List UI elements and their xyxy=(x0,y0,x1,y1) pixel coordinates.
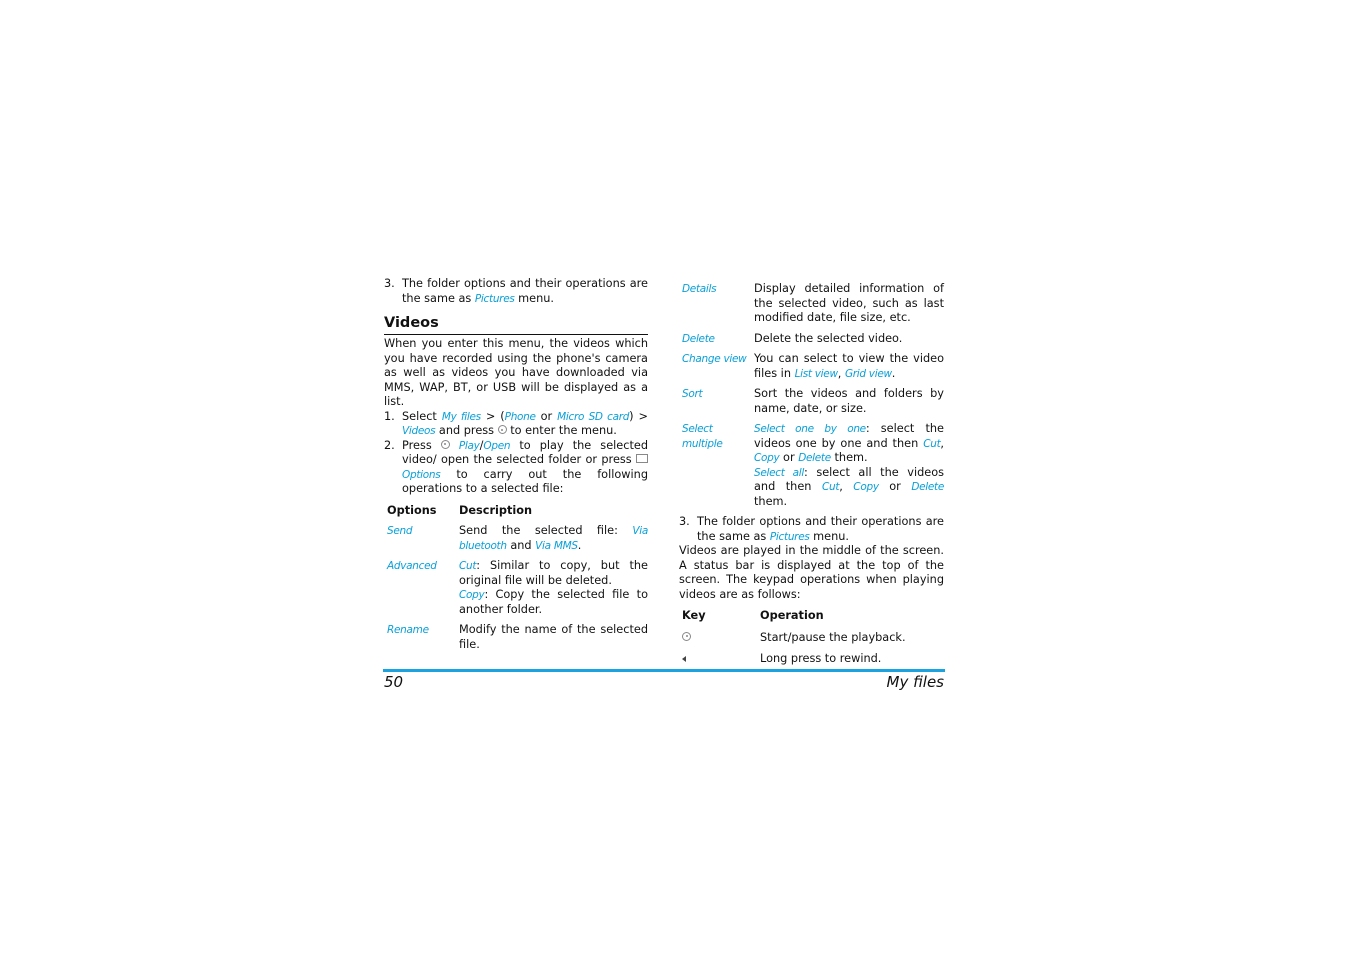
options-table-continued xyxy=(679,282,944,509)
ok-key-icon xyxy=(441,440,450,449)
copy-link[interactable]: Copy xyxy=(754,452,780,464)
keys-table xyxy=(679,609,944,667)
ok-key-icon xyxy=(498,425,507,434)
options-key-icon xyxy=(636,454,648,463)
copy-link[interactable]: Copy xyxy=(853,481,879,493)
table-header-row xyxy=(384,504,648,519)
change-view-option[interactable]: Change view xyxy=(682,353,747,365)
videos-link[interactable]: Videos xyxy=(402,425,436,437)
table-row-send: Send Send the selected file: Via bluetooth and Via MMS. xyxy=(387,524,648,552)
micro-sd-link[interactable]: Micro SD card xyxy=(557,410,630,423)
table-row-advanced: Advanced Cut: Similar to copy, but the original file will be deleted. Copy: Copy the selected file to another folder. xyxy=(387,559,648,616)
play-link[interactable]: Play xyxy=(458,439,480,452)
cut-link[interactable]: Cut xyxy=(459,560,477,572)
sort-option[interactable]: Sort xyxy=(682,388,703,400)
keys-header-row xyxy=(679,609,944,624)
table-row-sort: Sort Sort the videos and folders by name, date, or size. xyxy=(682,387,944,415)
table-row-details: Details Display detailed information of the selected video, such as last modified date, file size, etc. xyxy=(682,282,944,324)
advanced-option[interactable]: Advanced xyxy=(387,560,437,572)
right-column xyxy=(679,282,944,667)
pictures-link[interactable]: Pictures xyxy=(769,530,810,543)
key-header: Key xyxy=(682,609,706,622)
table-row-delete: Delete Delete the selected video. xyxy=(682,331,903,345)
select-one-by-one-link[interactable]: Select one by one xyxy=(754,423,866,435)
grid-view-link[interactable]: Grid view xyxy=(844,367,892,380)
phone-link[interactable]: Phone xyxy=(504,410,536,423)
operation-header: Operation xyxy=(760,609,824,622)
options-link[interactable]: Options xyxy=(402,468,441,481)
open-link[interactable]: Open xyxy=(483,439,511,452)
rename-option[interactable]: Rename xyxy=(387,624,429,636)
delete-link[interactable]: Delete xyxy=(911,481,945,493)
my-files-link[interactable]: My files xyxy=(441,410,481,423)
section-title: My files xyxy=(886,673,944,691)
cut-link[interactable]: Cut xyxy=(821,481,840,493)
footer-rule xyxy=(383,669,945,672)
details-option[interactable]: Details xyxy=(682,283,717,295)
table-row-change-view: Change view You can select to view the video files in List view, Grid view. xyxy=(682,352,944,380)
list-item-3: 3. The folder options and their operations are the same as Pictures menu. xyxy=(384,277,648,305)
table-row-select-multiple: Select multiple Select one by one: select the videos one by one and then Cut, Copy or Delete them. Select all: select all the videos and then Cut, Copy or Delete them. xyxy=(682,422,945,508)
send-option[interactable]: Send xyxy=(387,525,413,537)
left-column xyxy=(384,277,648,652)
copy-link[interactable]: Copy xyxy=(459,589,485,601)
options-header: Options xyxy=(387,503,437,517)
delete-link[interactable]: Delete xyxy=(798,452,831,464)
step-2: 2. Press Play/Open to play the selected video/ open the selected folder or press Options to carry out the following operations to a selected file: xyxy=(384,438,648,495)
table-row: Long press to rewind. xyxy=(679,645,944,667)
left-key-icon xyxy=(682,656,686,662)
select-all-link[interactable]: Select all xyxy=(754,466,804,479)
pictures-link[interactable]: Pictures xyxy=(474,292,515,305)
step-1: 1. Select My files > (Phone or Micro SD card) > Videos and press to enter the menu. xyxy=(384,409,648,437)
section-heading: Videos xyxy=(384,314,648,335)
select-multiple-option-line2[interactable]: multiple xyxy=(682,437,723,450)
list-view-link[interactable]: List view xyxy=(794,367,838,380)
ok-key-icon xyxy=(682,632,691,641)
intro-paragraph: When you enter this menu, the videos which you have recorded using the phone's camera as well as videos you have downloaded via MMS, WAP, BT, or USB will be displayed as a list. xyxy=(384,337,648,408)
delete-option[interactable]: Delete xyxy=(682,332,715,345)
table-row: Start/pause the playback. xyxy=(679,624,944,646)
select-multiple-option[interactable]: Select xyxy=(682,423,713,435)
via-bluetooth-link[interactable]: Via bluetooth xyxy=(459,525,648,552)
table-row-rename: Rename Modify the name of the selected file. xyxy=(387,623,648,651)
options-table xyxy=(384,504,648,653)
via-mms-link[interactable]: Via MMS xyxy=(535,539,578,552)
playback-paragraph: Videos are played in the middle of the screen. A status bar is displayed at the top of the screen. The keypad operations when playing videos are as follows: xyxy=(679,544,944,601)
description-header: Description xyxy=(459,503,533,517)
list-item-3-right: 3. The folder options and their operations are the same as Pictures menu. xyxy=(679,515,944,543)
cut-link[interactable]: Cut xyxy=(923,437,941,450)
page-number: 50 xyxy=(384,673,404,691)
